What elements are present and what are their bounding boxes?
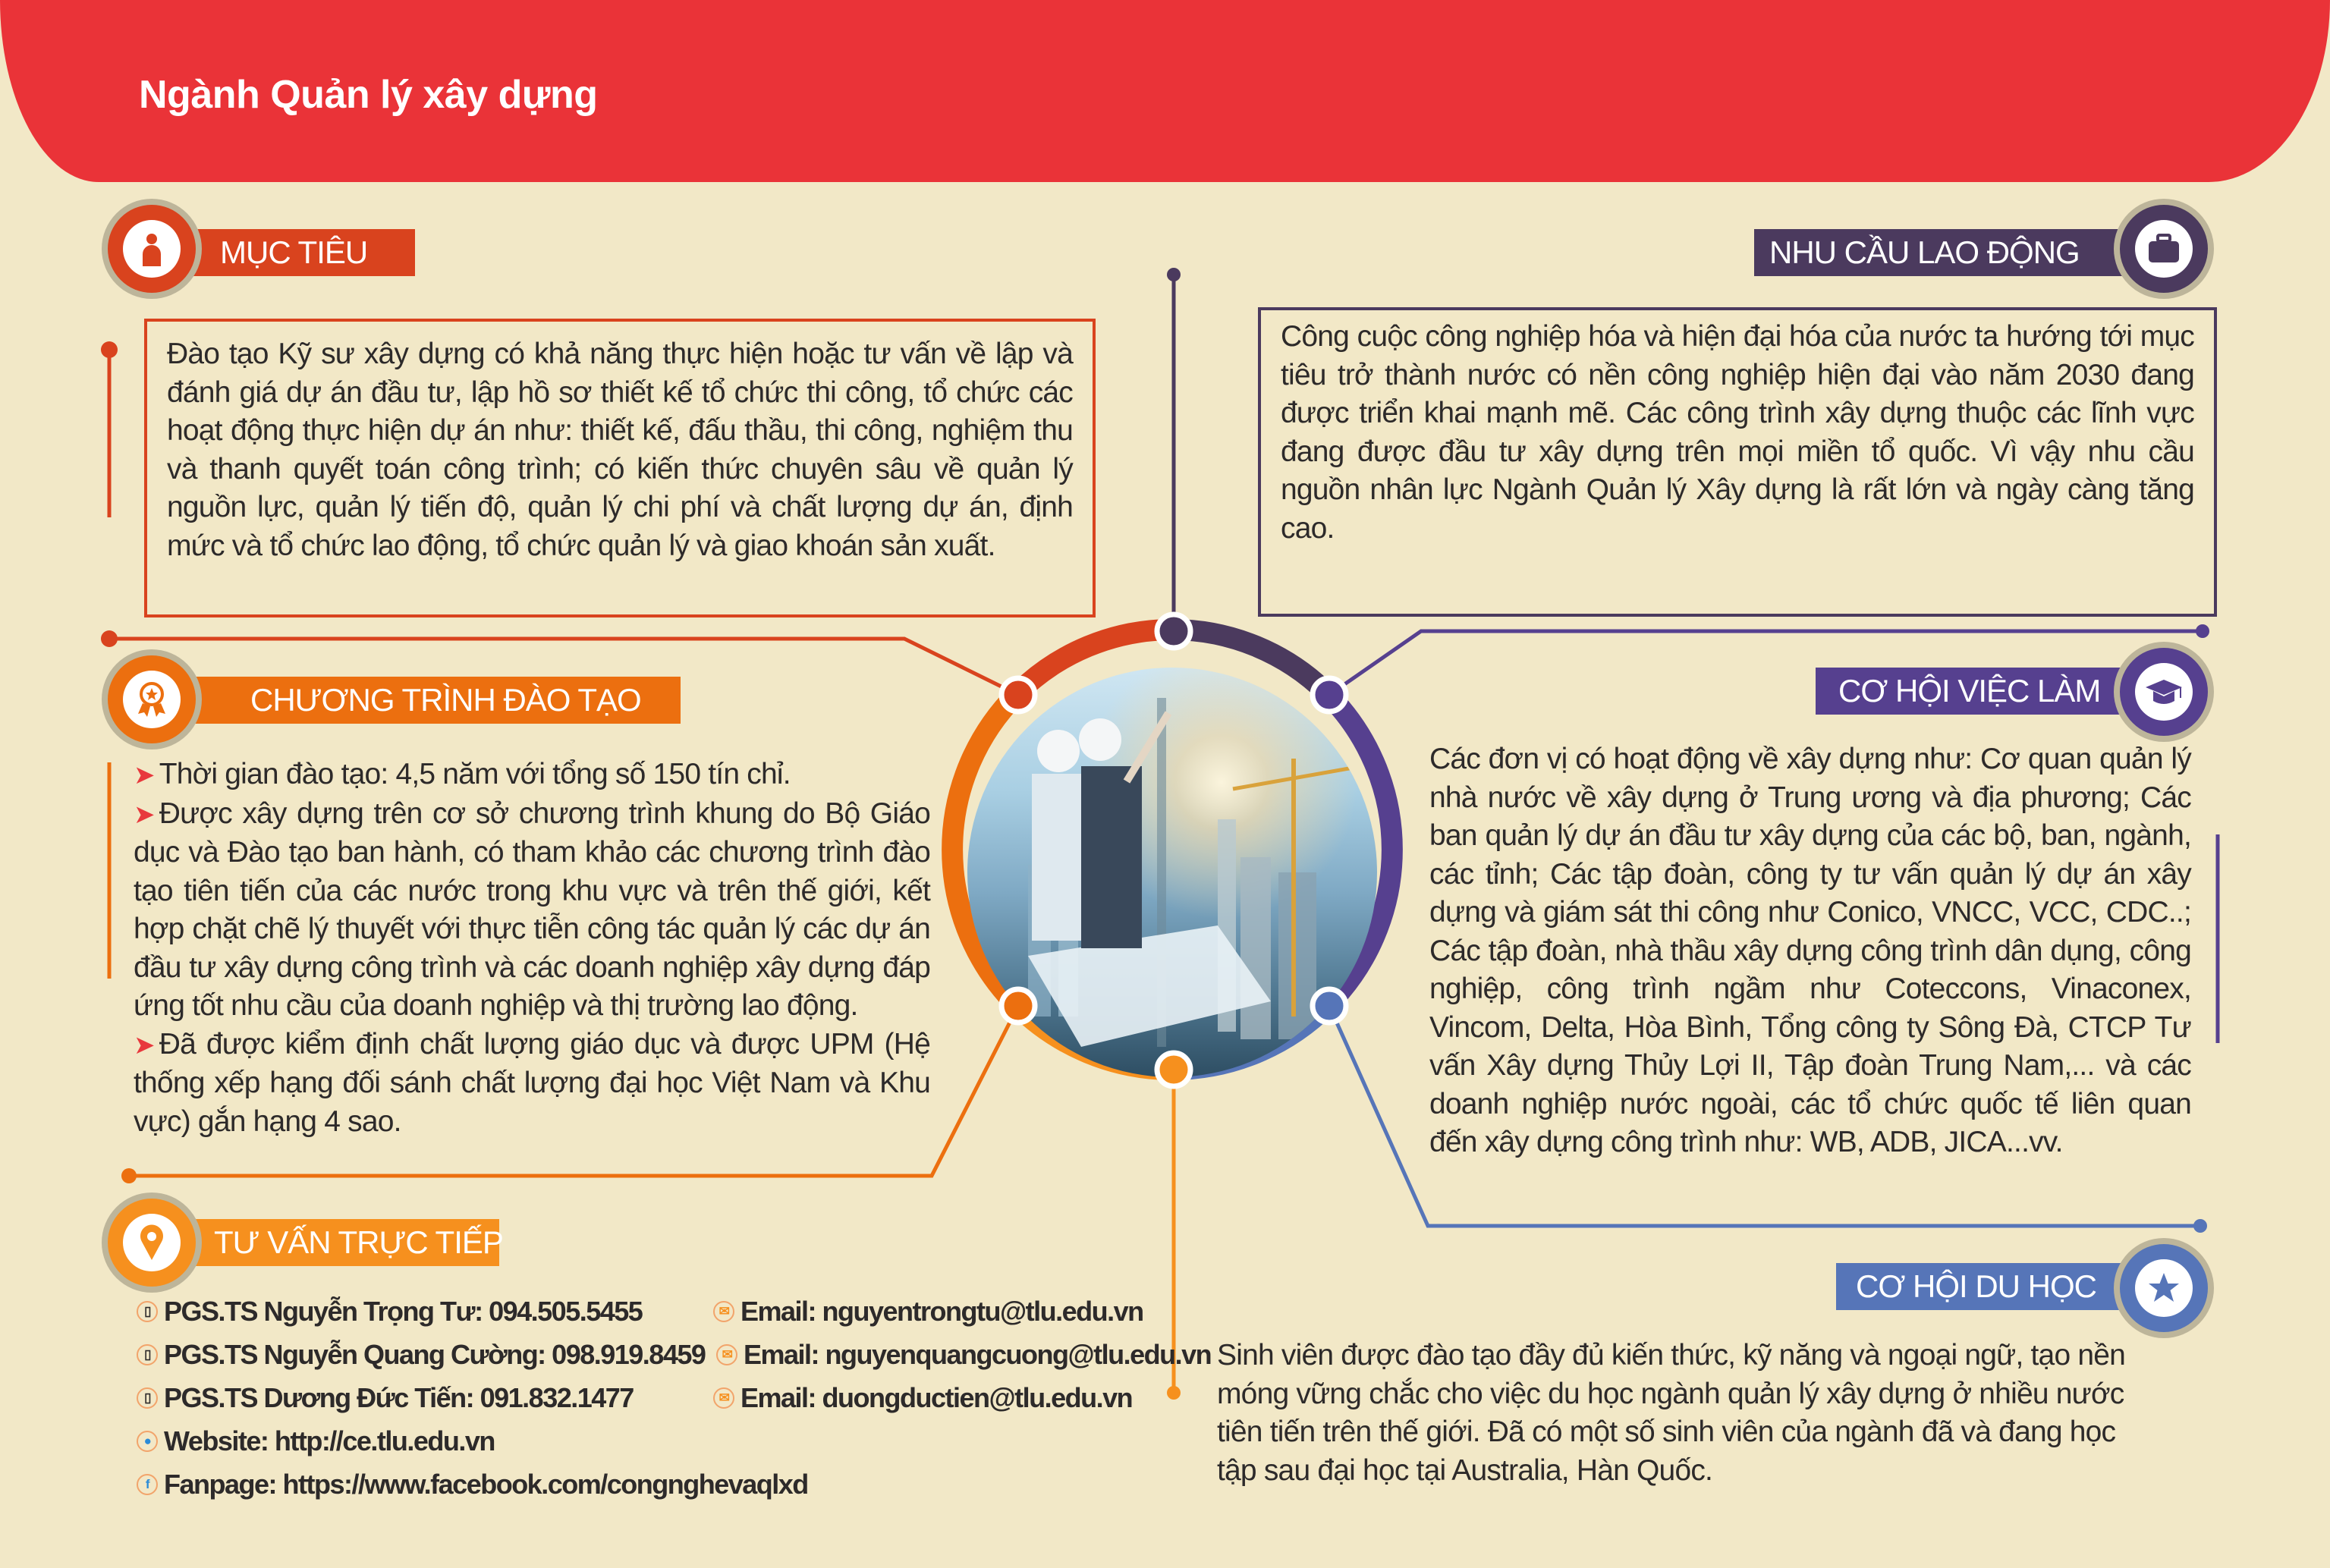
muc-tieu-text: Đào tạo Kỹ sư xây dựng có khả năng thực hiện hoặc tư vấn về lập và đánh giá dự án đầu tư, lập hồ sơ thiết kế tổ chức thi công, tổ chức các hoạt động thực hiện dự án như: thiết kế, đấu thầu, thi công, nghiệm thu và thanh quyết toán công trình; có kiến thức chuyên sâu về quản lý nguồn lực, quản lý tiến độ, quản lý chi phí và chất lượng dự án, định mức và tổ chức lao động, tổ chức quản lý và giao khoán sản xuất. bbox=[167, 338, 1073, 562]
globe-icon: ● bbox=[137, 1431, 158, 1452]
nhu-cau-text: Công cuộc công nghiệp hóa và hiện đại hóa của nước ta hướng tới mục tiêu trở thành nước có nền công nghiệp hiện đại vào năm 2030 đang được triển khai mạnh mẽ. Các công trình xây dựng thuộc các lĩnh vực đang được đầu tư xây dựng trên mọi miền tổ quốc. Vì vậy nhu cầu nguồn nhân lực Ngành Quản lý Xây dựng là rất lớn và ngày càng tăng cao. bbox=[1281, 320, 2194, 545]
node-chuong-trinh bbox=[1001, 989, 1035, 1023]
du-hoc-badge bbox=[2114, 1238, 2214, 1338]
node-tu-van bbox=[1157, 1053, 1190, 1086]
tu-van-badge bbox=[102, 1192, 202, 1293]
viec-lam-text-block bbox=[1429, 740, 2191, 1162]
chuong-trinh-label bbox=[167, 677, 681, 724]
chuong-trinh-item: ➤ Được xây dựng trên cơ sở chương trình khung do Bộ Giáo dục và Đào tạo ban hành, có tham khảo các chương trình đào tạo tiên tiến của các nước trong khu vực và trên thế giới, kết hợp chặt chẽ lý thuyết với thực tiễn công tác quản lý các dự án đầu tư xây dựng công trình và các doanh nghiệp xây dựng đáp ứng tốt nhu cầu của doanh nghiệp và thị trường lao động. bbox=[134, 797, 930, 1022]
contact-email-1[interactable]: ✉ Email: nguyentrongtu@tlu.edu.vn bbox=[713, 1296, 1143, 1328]
chuong-trinh-list bbox=[134, 756, 930, 1141]
contact-phone-3: ▯ PGS.TS Dương Đức Tiến: 091.832.1477 bbox=[137, 1382, 634, 1414]
nhu-cau-box bbox=[1258, 307, 2217, 617]
nhu-cau-title: NHU CẦU LAO ĐỘNG bbox=[1769, 234, 2080, 270]
star-icon bbox=[2135, 1259, 2193, 1317]
contact-email-2[interactable]: ✉ Email: nguyenquangcuong@tlu.edu.vn bbox=[716, 1339, 1211, 1371]
nhu-cau-badge bbox=[2114, 199, 2214, 299]
mail-icon: ✉ bbox=[716, 1344, 737, 1365]
viec-lam-label bbox=[1816, 668, 2149, 715]
du-hoc-label bbox=[1836, 1263, 2147, 1310]
paper-plane-icon: ➤ bbox=[134, 1030, 155, 1060]
phone-icon: ▯ bbox=[137, 1301, 158, 1322]
paper-plane-icon: ➤ bbox=[134, 761, 155, 790]
contact-fanpage[interactable]: f Fanpage: https://www.facebook.com/congnghevaqlxd bbox=[137, 1469, 808, 1500]
graduation-cap-icon bbox=[2135, 663, 2193, 721]
nhu-cau-label bbox=[1754, 229, 2149, 276]
briefcase-icon bbox=[2135, 220, 2193, 278]
viec-lam-badge bbox=[2114, 642, 2214, 742]
facebook-icon: f bbox=[137, 1474, 158, 1495]
du-hoc-title: CƠ HỘI DU HỌC bbox=[1856, 1268, 2097, 1304]
contact-website[interactable]: ● Website: http://ce.tlu.edu.vn bbox=[137, 1425, 495, 1457]
award-ribbon-icon bbox=[123, 671, 181, 728]
contact-phone-2: ▯ PGS.TS Nguyễn Quang Cường: 098.919.8459 bbox=[137, 1339, 705, 1371]
chuong-trinh-item: ➤ Thời gian đào tạo: 4,5 năm với tổng số 150 tín chỉ. bbox=[134, 758, 791, 790]
du-hoc-text: Sinh viên được đào tạo đầy đủ kiến thức, kỹ năng và ngoại ngữ, tạo nền móng vững chắc cho việc du học ngành quản lý xây dựng ở nhiều nước tiên tiến trên thế giới. Đã có một số sinh viên của ngành đã và đang học tập sau đại học tại Australia, Hàn Quốc. bbox=[1217, 1339, 2126, 1487]
node-nhu-cau bbox=[1157, 614, 1190, 648]
chuong-trinh-badge bbox=[102, 649, 202, 749]
node-viec-lam bbox=[1313, 678, 1346, 712]
node-du-hoc bbox=[1313, 989, 1346, 1023]
node-muc-tieu bbox=[1001, 678, 1035, 712]
chuong-trinh-item: ➤ Đã được kiểm định chất lượng giáo dục và được UPM (Hệ thống xếp hạng đối sánh chất lượng đại học Việt Nam và Khu vực) gắn hạng 4 sao. bbox=[134, 1027, 930, 1138]
muc-tieu-title: MỤC TIÊU bbox=[220, 234, 368, 270]
du-hoc-text-block bbox=[1217, 1337, 2143, 1490]
page-title: Ngành Quản lý xây dựng bbox=[139, 73, 598, 117]
person-icon bbox=[123, 220, 181, 278]
muc-tieu-box bbox=[144, 319, 1096, 617]
contact-phone-1: ▯ PGS.TS Nguyễn Trọng Tư: 094.505.5455 bbox=[137, 1296, 642, 1328]
muc-tieu-badge bbox=[102, 199, 202, 299]
chuong-trinh-title: CHƯƠNG TRÌNH ĐÀO TẠO bbox=[250, 682, 641, 718]
tu-van-title: TƯ VẤN TRỰC TIẾP bbox=[214, 1224, 503, 1260]
tu-van-label bbox=[167, 1219, 503, 1266]
phone-icon: ▯ bbox=[137, 1387, 158, 1409]
viec-lam-title: CƠ HỘI VIỆC LÀM bbox=[1838, 673, 2101, 709]
contact-email-3[interactable]: ✉ Email: duongductien@tlu.edu.vn bbox=[713, 1382, 1132, 1414]
mail-icon: ✉ bbox=[713, 1301, 734, 1322]
paper-plane-icon: ➤ bbox=[134, 800, 155, 829]
mail-icon: ✉ bbox=[713, 1387, 734, 1409]
phone-icon: ▯ bbox=[137, 1344, 158, 1365]
location-pin-icon bbox=[123, 1214, 181, 1271]
viec-lam-text: Các đơn vị có hoạt động về xây dựng như: Cơ quan quản lý nhà nước về xây dựng ở Trung ương và địa phương; Các ban quản lý dự án đầu tư xây dựng của các bộ, ban, ngành, các tỉnh; Các tập đoàn, công ty tư vấn quản lý dự án xây dựng và giám sát thi công như Conico, VNCC, VCC, CDC..; Các tập đoàn, nhà thầu xây dựng công trình dân dụng, công nghiệp, công trình ngầm như Coteccons, Vinaconex, Vincom, Delta, Hòa Bình, Tổng công ty Sông Đà, CTCP Tư vấn Xây dựng Thủy Lợi II, Tập đoàn Trung Nam,... và các doanh nghiệp nước ngoài, các tổ chức quốc tế liên quan đến xây dựng công trình như: WB, ADB, JICA...vv. bbox=[1429, 743, 2191, 1158]
